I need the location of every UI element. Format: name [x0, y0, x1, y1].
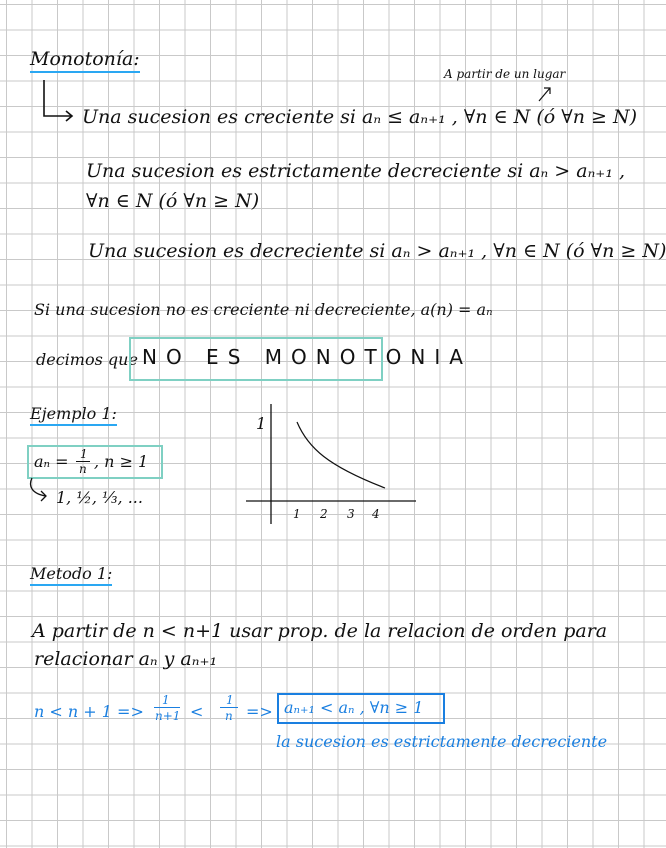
ejemplo-terms: 1, ½, ⅓, ...: [56, 488, 143, 507]
metodo-conclusion: la sucesion es estrictamente decreciente: [276, 732, 608, 751]
metodo-ineq-start: n < n + 1 =>: [34, 702, 144, 721]
graph-x-tick-4: 4: [372, 507, 380, 521]
metodo-frac1-bar: [154, 707, 180, 708]
metodo-frac1-den: n+1: [155, 709, 181, 723]
ejemplo-frac-num: 1: [80, 447, 88, 461]
terms-arrow-icon: [26, 476, 60, 506]
metodo-frac2-num: 1: [226, 693, 234, 707]
def-estrictamente-decreciente-line1: Una sucesion es estrictamente decreciente si aₙ > aₙ₊₁ ,: [86, 160, 626, 182]
def-decreciente: Una sucesion es decreciente si aₙ > aₙ₊₁ , ∀n ∈ N (ó ∀n ≥ N): [88, 240, 666, 262]
no-monotona-sentence: Si una sucesion no es creciente ni decreciente, a(n) = aₙ: [34, 300, 493, 319]
def-estrictamente-decreciente-line2: ∀n ∈ N (ó ∀n ≥ N): [86, 190, 260, 212]
ejemplo-def-a: aₙ =: [34, 452, 69, 471]
metodo-1-title: Metodo 1:: [30, 566, 112, 586]
def-creciente: Una sucesion es creciente si aₙ ≤ aₙ₊₁ , ∀n ∈ N (ó ∀n ≥ N): [82, 106, 637, 128]
graph-x-tick-2: 2: [320, 507, 328, 521]
metodo-frac2-den: n: [225, 709, 233, 723]
annotation-a-partir: A partir de un lugar: [444, 67, 566, 81]
graph-x-tick-1: 1: [293, 507, 301, 521]
metodo-frac2-bar: [220, 707, 238, 708]
graph-y-tick-1: 1: [256, 414, 267, 433]
metodo-implies: =>: [246, 702, 273, 721]
hook-arrow-icon: [38, 78, 78, 128]
metodo-frac1-num: 1: [162, 693, 170, 707]
no-es-monotonia-text: NO ES MONOTONIA: [142, 345, 472, 369]
section-title-monotonia: Monotonía:: [30, 50, 140, 73]
metodo-line1: A partir de n < n+1 usar prop. de la relacion de orden para: [32, 620, 608, 642]
decimos-que-label: decimos que: [36, 350, 138, 369]
ejemplo-frac-den: n: [79, 462, 87, 476]
graph-x-tick-3: 3: [347, 507, 355, 521]
annotation-arrow-icon: [536, 84, 556, 104]
ejemplo-def-condition: , n ≥ 1: [94, 452, 149, 471]
metodo-result: aₙ₊₁ < aₙ , ∀n ≥ 1: [284, 698, 424, 717]
metodo-less-than: <: [190, 702, 204, 721]
graph-curve: [297, 422, 385, 488]
metodo-line2: relacionar aₙ y aₙ₊₁: [34, 648, 218, 670]
decreasing-sequence-graph: [240, 400, 420, 530]
ejemplo-1-title: Ejemplo 1:: [30, 406, 117, 426]
